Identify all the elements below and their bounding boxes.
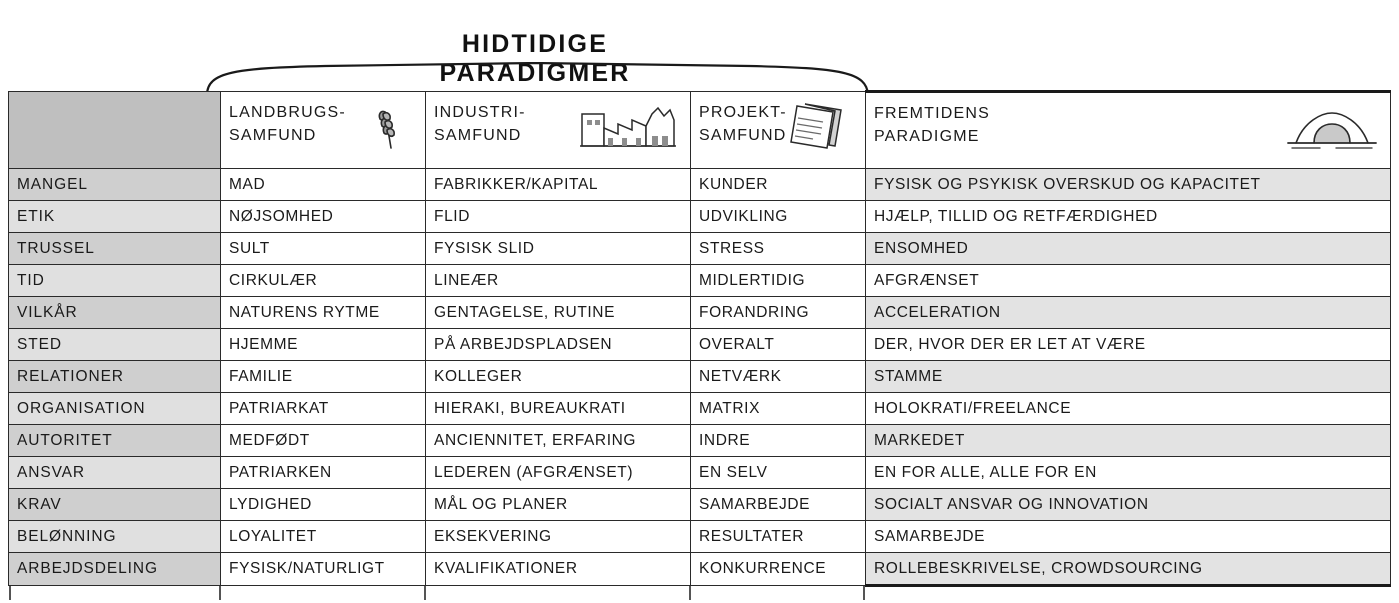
- cell-fremtidens-paradigme: EN FOR ALLE, ALLE FOR EN: [866, 457, 1391, 489]
- table-cell: FYSISK/NATURLIGT: [221, 553, 426, 586]
- header-label-line2: SAMFUND: [699, 127, 787, 145]
- wheat-icon: [327, 98, 419, 152]
- header-label-line1: LANDBRUGS-: [229, 104, 346, 121]
- table-cell: NETVÆRK: [691, 361, 866, 393]
- cell-fremtidens-paradigme: ROLLEBESKRIVELSE, CROWDSOURCING: [866, 553, 1391, 586]
- row-label: TID: [9, 265, 221, 297]
- table-cell: HIERAKI, BUREAUKRATI: [426, 393, 691, 425]
- row-label: AUTORITET: [9, 425, 221, 457]
- table-cell: STRESS: [691, 233, 866, 265]
- cell-fremtidens-paradigme: HOLOKRATI/FREELANCE: [866, 393, 1391, 425]
- cell-fremtidens-paradigme: AFGRÆNSET: [866, 265, 1391, 297]
- table-cell: SAMARBEJDE: [691, 489, 866, 521]
- table-row: [9, 553, 1391, 586]
- table-feet-decoration: [8, 586, 1390, 602]
- row-label: STED: [9, 329, 221, 361]
- table-cell: ANCIENNITET, ERFARING: [426, 425, 691, 457]
- table-cell: INDRE: [691, 425, 866, 457]
- table-row: [9, 361, 1391, 393]
- header-cell-fremtidens-paradigme: [866, 92, 1391, 169]
- row-label: RELATIONER: [9, 361, 221, 393]
- sunrise-icon: [1274, 99, 1384, 153]
- table-row: [9, 521, 1391, 553]
- paradigm-table: [8, 90, 1391, 587]
- factory-icon: [574, 98, 684, 152]
- table-cell: FORANDRING: [691, 297, 866, 329]
- table-cell: KVALIFIKATIONER: [426, 553, 691, 586]
- table-row: [9, 201, 1391, 233]
- row-label: ARBEJDSDELING: [9, 553, 221, 586]
- table-cell: MAD: [221, 169, 426, 201]
- table-cell: HJEMME: [221, 329, 426, 361]
- table-cell: FYSISK SLID: [426, 233, 691, 265]
- table-cell: PATRIARKEN: [221, 457, 426, 489]
- header-cell-industrisamfund: [426, 92, 691, 169]
- table-body: [9, 169, 1391, 586]
- row-label: ORGANISATION: [9, 393, 221, 425]
- table-cell: PÅ ARBEJDSPLADSEN: [426, 329, 691, 361]
- table-cell: CIRKULÆR: [221, 265, 426, 297]
- paradigm-table-wrapper: [8, 90, 1390, 587]
- table-cell: FAMILIE: [221, 361, 426, 393]
- cell-fremtidens-paradigme: DER, HVOR DER ER LET AT VÆRE: [866, 329, 1391, 361]
- table-cell: FABRIKKER/KAPITAL: [426, 169, 691, 201]
- table-cell: MATRIX: [691, 393, 866, 425]
- cell-fremtidens-paradigme: ACCELERATION: [866, 297, 1391, 329]
- table-cell: RESULTATER: [691, 521, 866, 553]
- table-cell: LOYALITET: [221, 521, 426, 553]
- table-cell: NATURENS RYTME: [221, 297, 426, 329]
- table-cell: KOLLEGER: [426, 361, 691, 393]
- table-row: [9, 265, 1391, 297]
- table-cell: GENTAGELSE, RUTINE: [426, 297, 691, 329]
- page-title: HIDTIDIGE PARADIGMER: [439, 30, 631, 87]
- row-label: ANSVAR: [9, 457, 221, 489]
- header-label-line1: INDUSTRI-: [434, 104, 526, 121]
- header-label-line2: SAMFUND: [434, 127, 522, 145]
- cell-fremtidens-paradigme: FYSISK OG PSYKISK OVERSKUD OG KAPACITET: [866, 169, 1391, 201]
- cell-fremtidens-paradigme: HJÆLP, TILLID OG RETFÆRDIGHED: [866, 201, 1391, 233]
- cell-fremtidens-paradigme: MARKEDET: [866, 425, 1391, 457]
- header-label-line2: SAMFUND: [229, 127, 317, 145]
- header-cell-projektsamfund: [691, 92, 866, 169]
- table-cell: EN SELV: [691, 457, 866, 489]
- table-cell: LINEÆR: [426, 265, 691, 297]
- table-cell: NØJSOMHED: [221, 201, 426, 233]
- table-cell: KONKURRENCE: [691, 553, 866, 586]
- header-cell-empty: [9, 92, 221, 169]
- table-row: [9, 393, 1391, 425]
- table-cell: FLID: [426, 201, 691, 233]
- table-row: [9, 425, 1391, 457]
- cell-fremtidens-paradigme: STAMME: [866, 361, 1391, 393]
- row-label: MANGEL: [9, 169, 221, 201]
- table-header-row: [9, 92, 1391, 169]
- header-label-line2: PARADIGME: [874, 128, 980, 146]
- table-row: [9, 457, 1391, 489]
- row-label: ETIK: [9, 201, 221, 233]
- header-label-line1: PROJEKT-: [699, 104, 787, 121]
- table-cell: LYDIGHED: [221, 489, 426, 521]
- table-row: [9, 297, 1391, 329]
- table-cell: EKSEKVERING: [426, 521, 691, 553]
- row-label: TRUSSEL: [9, 233, 221, 265]
- row-label: VILKÅR: [9, 297, 221, 329]
- table-row: [9, 233, 1391, 265]
- row-label: BELØNNING: [9, 521, 221, 553]
- table-cell: LEDEREN (AFGRÆNSET): [426, 457, 691, 489]
- table-cell: KUNDER: [691, 169, 866, 201]
- header-cell-landbrugssamfund: [221, 92, 426, 169]
- table-cell: UDVIKLING: [691, 201, 866, 233]
- table-cell: MÅL OG PLANER: [426, 489, 691, 521]
- table-row: [9, 169, 1391, 201]
- row-label: KRAV: [9, 489, 221, 521]
- cell-fremtidens-paradigme: SAMARBEJDE: [866, 521, 1391, 553]
- table-row: [9, 489, 1391, 521]
- documents-icon: [767, 98, 859, 152]
- table-row: [9, 329, 1391, 361]
- table-cell: OVERALT: [691, 329, 866, 361]
- cell-fremtidens-paradigme: SOCIALT ANSVAR OG INNOVATION: [866, 489, 1391, 521]
- table-cell: MEDFØDT: [221, 425, 426, 457]
- header-label-line1: FREMTIDENS: [874, 105, 990, 122]
- table-cell: SULT: [221, 233, 426, 265]
- table-cell: MIDLERTIDIG: [691, 265, 866, 297]
- table-cell: PATRIARKAT: [221, 393, 426, 425]
- cell-fremtidens-paradigme: ENSOMHED: [866, 233, 1391, 265]
